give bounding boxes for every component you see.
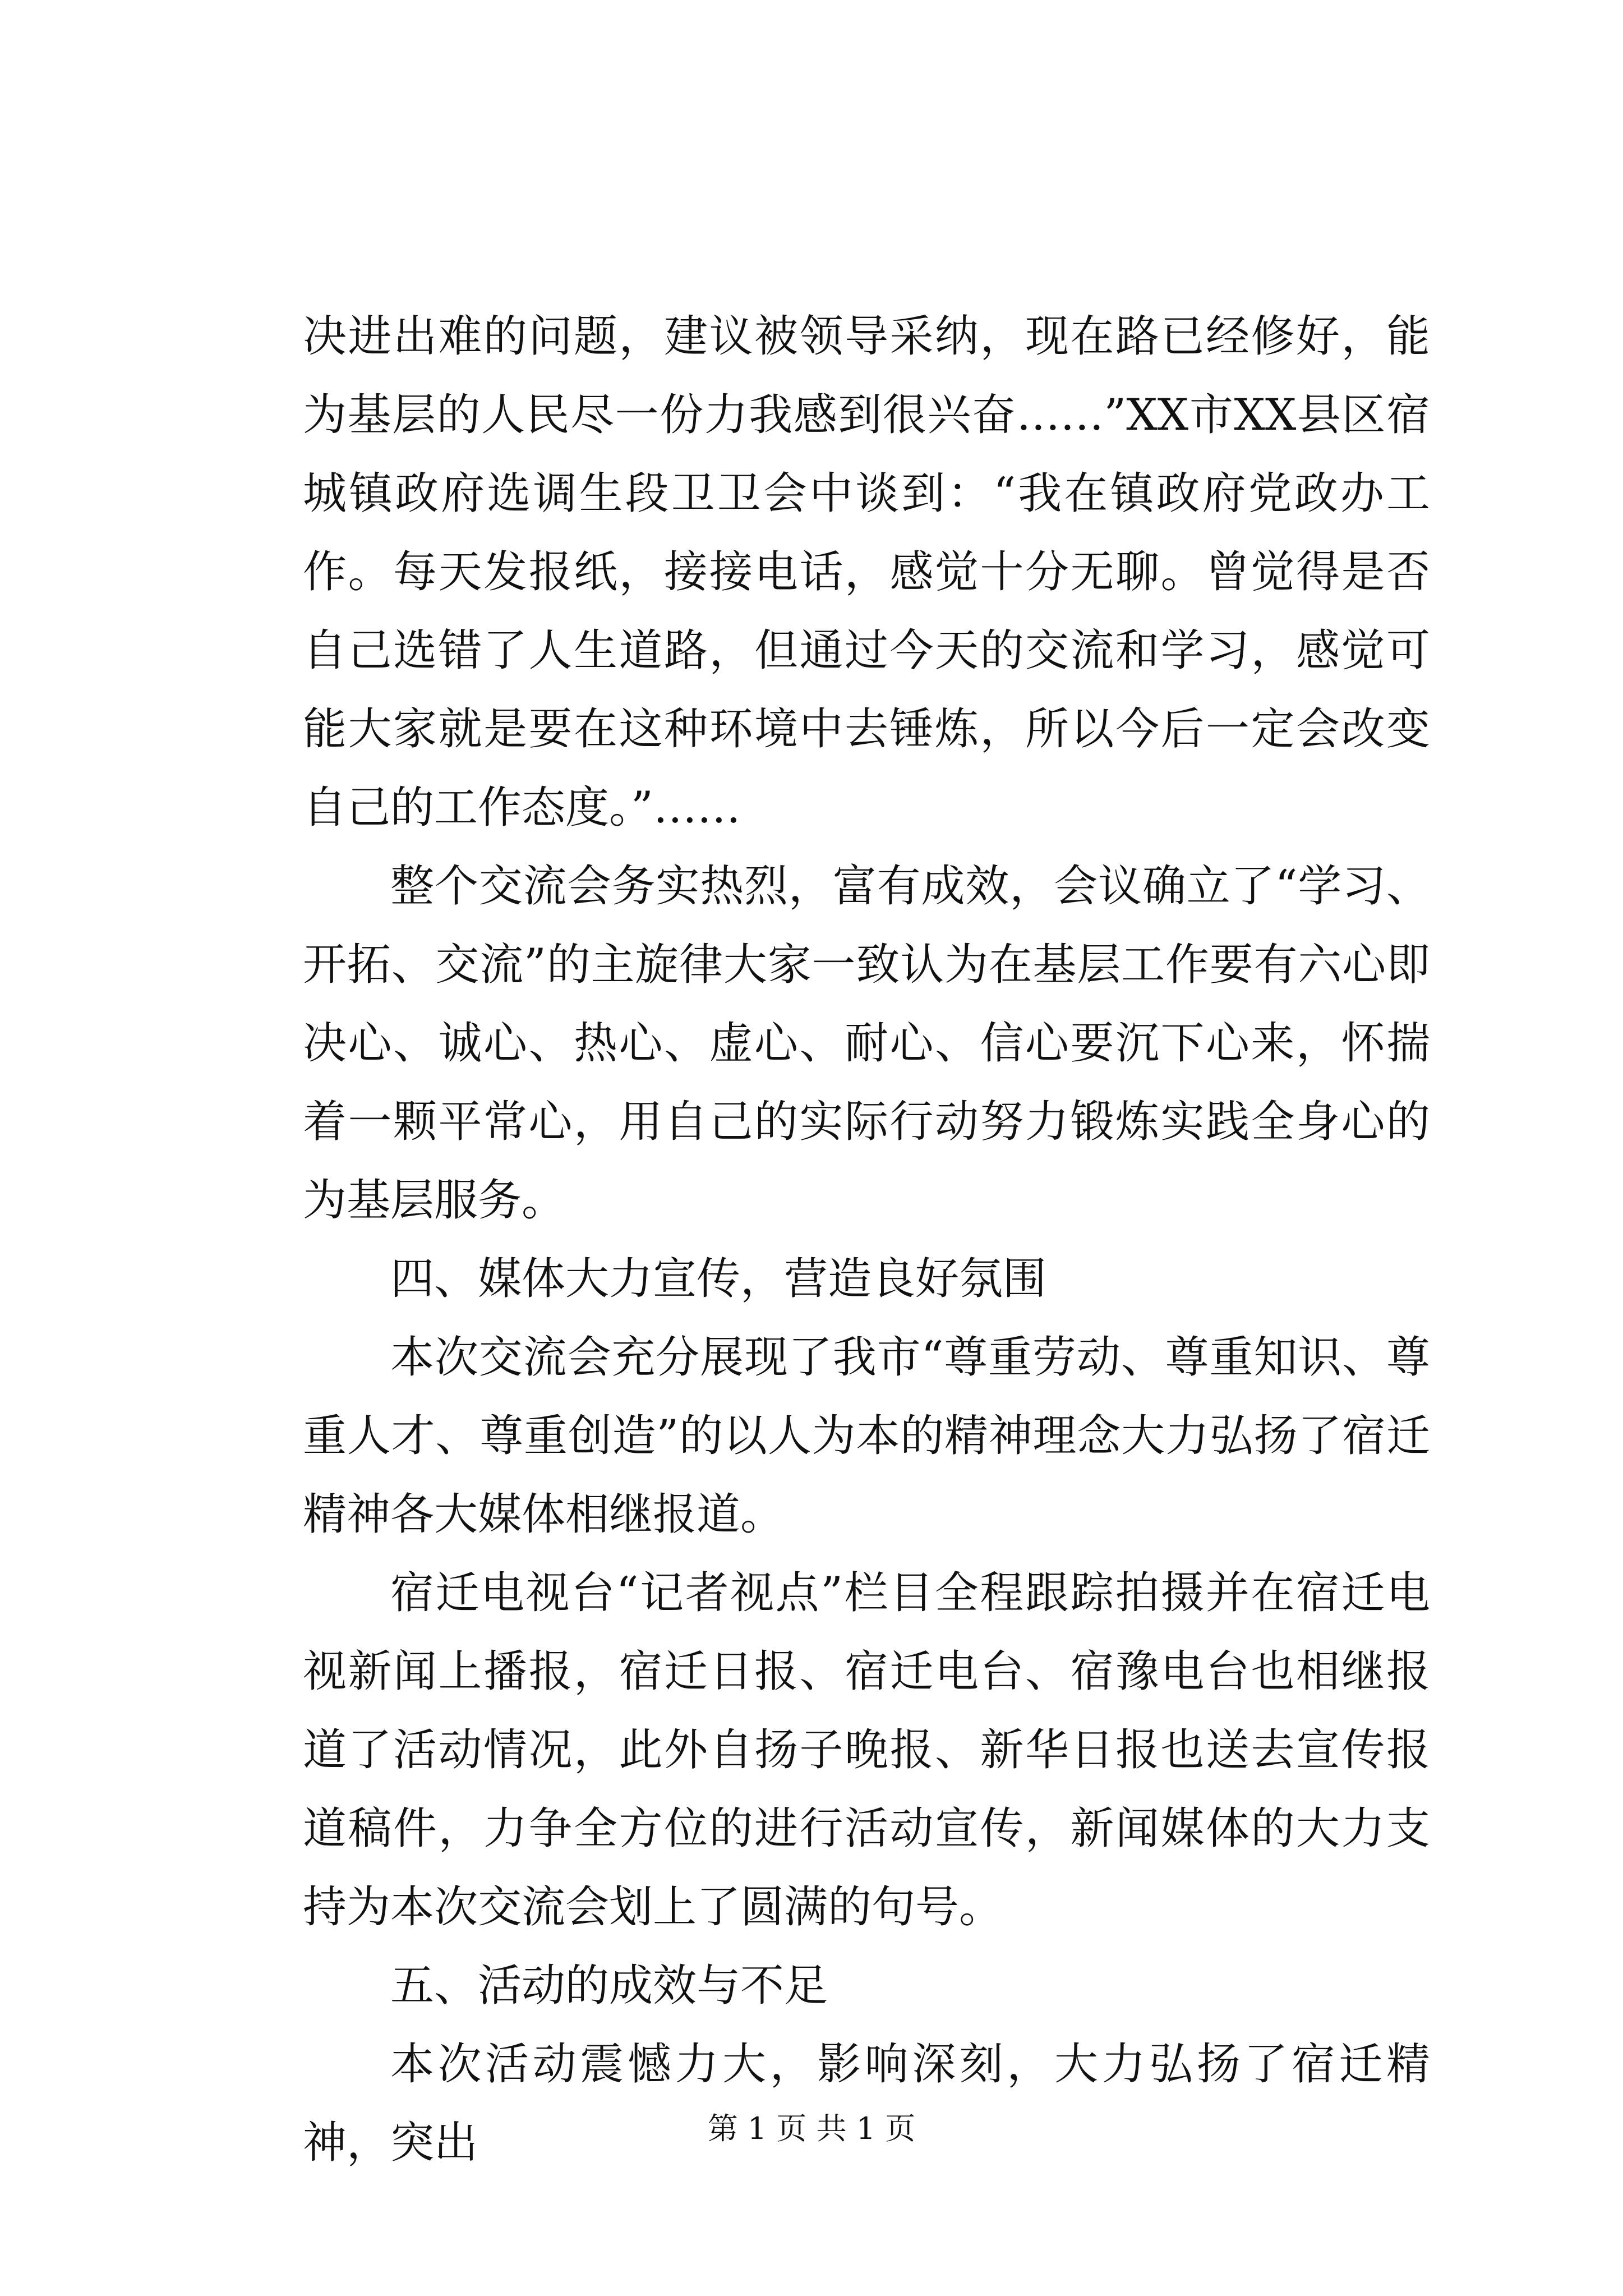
section-heading-4: 四、媒体大力宣传，营造良好氛围 xyxy=(390,1254,1047,1304)
paragraph-1: 决进出难的问题，建议被领导采纳，现在路已经修好，能为基层的人民尽一份力我感到很兴奋……”XX市XX县区宿城镇政府选调生段卫卫会中谈到：“我在镇政府党政办工作。每天发报纸，接接电话，感觉十分无聊。曾觉得是否自己选错了人生道路，但通过今天的交流和学习，感觉可能大家就是要在这种环境中去锤炼，所以今后一定会改变自己的工作态度。”…… xyxy=(303,311,1430,833)
paragraph-4: 宿迁电视台“记者视点”栏目全程跟踪拍摄并在宿迁电视新闻上播报，宿迁日报、宿迁电台、宿豫电台也相继报道了活动情况，此外自扬子晚报、新华日报也送去宣传报道稿件，力争全方位的进行活动宣传，新闻媒体的大力支持为本次交流会划上了圆满的句号。 xyxy=(303,1568,1430,1932)
paragraph-2: 整个交流会务实热烈，富有成效，会议确立了“学习、开拓、交流”的主旋律大家一致认为在基层工作要有六心即决心、诚心、热心、虚心、耐心、信心要沉下心来，怀揣着一颗平常心，用自己的实际行动努力锻炼实践全身心的为基层服务。 xyxy=(303,861,1430,1226)
page-footer: 第 1 页 共 1 页 xyxy=(707,2111,916,2146)
paragraph-3: 本次交流会充分展现了我市“尊重劳动、尊重知识、尊重人才、尊重创造”的以人为本的精神理念大力弘扬了宿迁精神各大媒体相继报道。 xyxy=(303,1332,1430,1540)
section-heading-5: 五、活动的成效与不足 xyxy=(390,1961,828,2011)
paragraph-5: 本次活动震憾力大，影响深刻，大力弘扬了宿迁精神，突出 xyxy=(303,2039,1430,2168)
document-body xyxy=(303,297,1430,2182)
